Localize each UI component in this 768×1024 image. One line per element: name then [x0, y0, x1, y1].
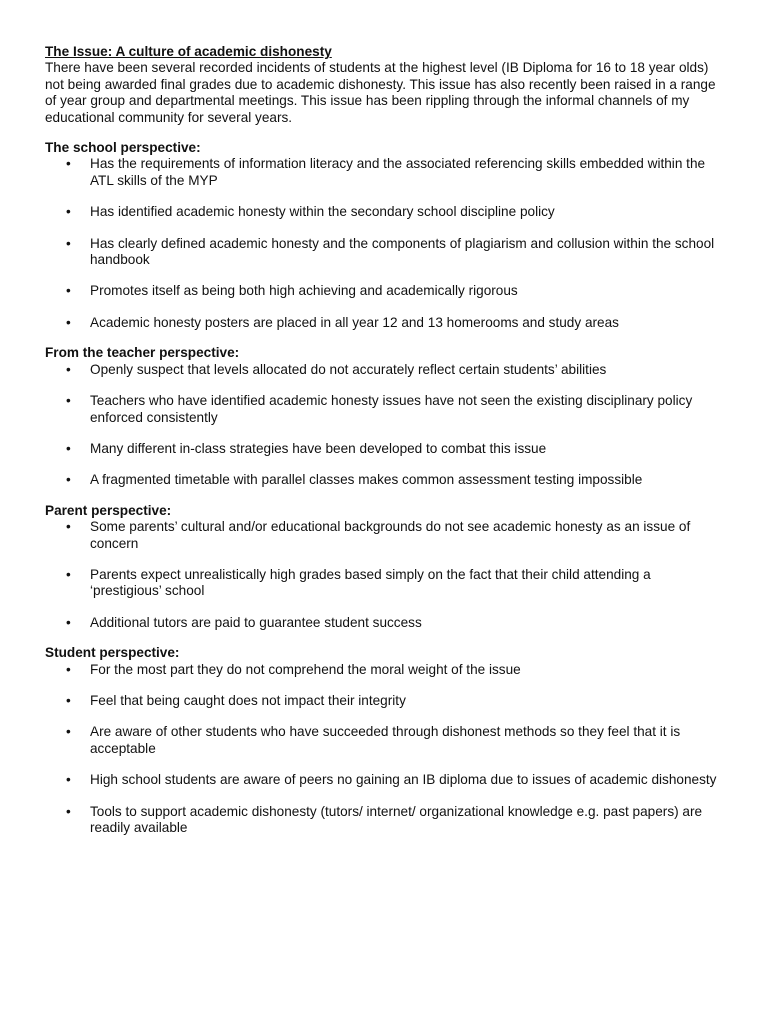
list-item: [45, 615, 725, 631]
bullet-icon: •: [66, 314, 71, 330]
bullet-icon: •: [66, 519, 71, 535]
list-item: [45, 204, 725, 220]
list-item-text: Some parents’ cultural and/or educational backgrounds do not see academic honesty as an issue of concern: [90, 519, 691, 551]
list-item-text: Parents expect unrealistically high grades based simply on the fact that their child attending a ‘prestigious’ school: [90, 566, 651, 599]
list-item-text: High school students are aware of peers no gaining an IB diploma due to issues of academic dishonesty: [90, 772, 717, 788]
bullet-list: [45, 662, 725, 837]
list-item: [45, 472, 725, 488]
list-item: [45, 283, 725, 299]
bullet-icon: •: [66, 472, 71, 488]
list-item: [45, 662, 725, 678]
bullet-list: [45, 362, 725, 489]
list-item: [45, 519, 725, 552]
list-item-text: Has the requirements of information literacy and the associated referencing skills embedded within the ATL skills of the MYP: [90, 156, 706, 188]
bullet-icon: •: [66, 440, 71, 456]
document-title: The Issue: A culture of academic dishonesty: [45, 44, 332, 59]
list-item-text: Many different in-class strategies have been developed to combat this issue: [90, 440, 547, 456]
bullet-icon: •: [66, 361, 71, 377]
list-item-text: A fragmented timetable with parallel classes makes common assessment testing impossible: [90, 472, 643, 488]
list-item-text: Tools to support academic dishonesty (tutors/ internet/ organizational knowledge e.g. past papers) are readily available: [90, 803, 703, 835]
bullet-icon: •: [66, 235, 71, 251]
list-item: [45, 393, 725, 426]
list-item-text: Promotes itself as being both high achieving and academically rigorous: [90, 283, 518, 299]
list-item-text: Openly suspect that levels allocated do not accurately reflect certain students’ abilities: [90, 361, 607, 377]
list-item: [45, 567, 725, 600]
bullet-icon: •: [66, 772, 71, 788]
bullet-icon: •: [66, 661, 71, 677]
bullet-list: [45, 156, 725, 331]
list-item-text: For the most part they do not comprehend the moral weight of the issue: [90, 661, 521, 677]
bullet-icon: •: [66, 692, 71, 708]
section-heading: The school perspective:: [45, 140, 201, 156]
list-item: [45, 156, 725, 189]
section-heading: From the teacher perspective:: [45, 345, 240, 361]
list-item: [45, 441, 725, 457]
bullet-icon: •: [66, 204, 71, 220]
list-item-text: Additional tutors are paid to guarantee student success: [90, 614, 422, 630]
bullet-icon: •: [66, 566, 71, 582]
list-item-text: Has identified academic honesty within the secondary school discipline policy: [90, 204, 555, 220]
bullet-icon: •: [66, 724, 71, 740]
section-heading: Student perspective:: [45, 645, 180, 661]
list-item: [45, 315, 725, 331]
document-page: [45, 44, 725, 836]
bullet-list: [45, 519, 725, 631]
bullet-icon: •: [66, 283, 71, 299]
intro-paragraph: There have been several recorded incidents of students at the highest level (IB Diploma for 16 to 18 year olds) not being awarded final grades due to academic dishonesty. This issue has also recently been raised in a range of year group and departmental meetings. This issue has been rippling through the informal channels of my educational community for several years.: [45, 60, 716, 125]
section-heading: Parent perspective:: [45, 502, 172, 518]
list-item-text: Academic honesty posters are placed in all year 12 and 13 homerooms and study areas: [90, 314, 619, 330]
bullet-icon: •: [66, 803, 71, 819]
list-item-text: Feel that being caught does not impact their integrity: [90, 692, 406, 708]
list-item: [45, 693, 725, 709]
list-item: [45, 236, 725, 269]
list-item-text: Are aware of other students who have succeeded through dishonest methods so they feel that it is acceptable: [90, 724, 681, 756]
list-item-text: Teachers who have identified academic honesty issues have not seen the existing disciplinary policy enforced consistently: [90, 393, 693, 425]
bullet-icon: •: [66, 393, 71, 409]
list-item: [45, 772, 725, 788]
list-item-text: Has clearly defined academic honesty and the components of plagiarism and collusion within the school handbook: [90, 235, 715, 268]
list-item: [45, 804, 725, 837]
list-item: [45, 362, 725, 378]
bullet-icon: •: [66, 614, 71, 630]
bullet-icon: •: [66, 156, 71, 172]
list-item: [45, 724, 725, 757]
sections-container: [45, 140, 725, 836]
